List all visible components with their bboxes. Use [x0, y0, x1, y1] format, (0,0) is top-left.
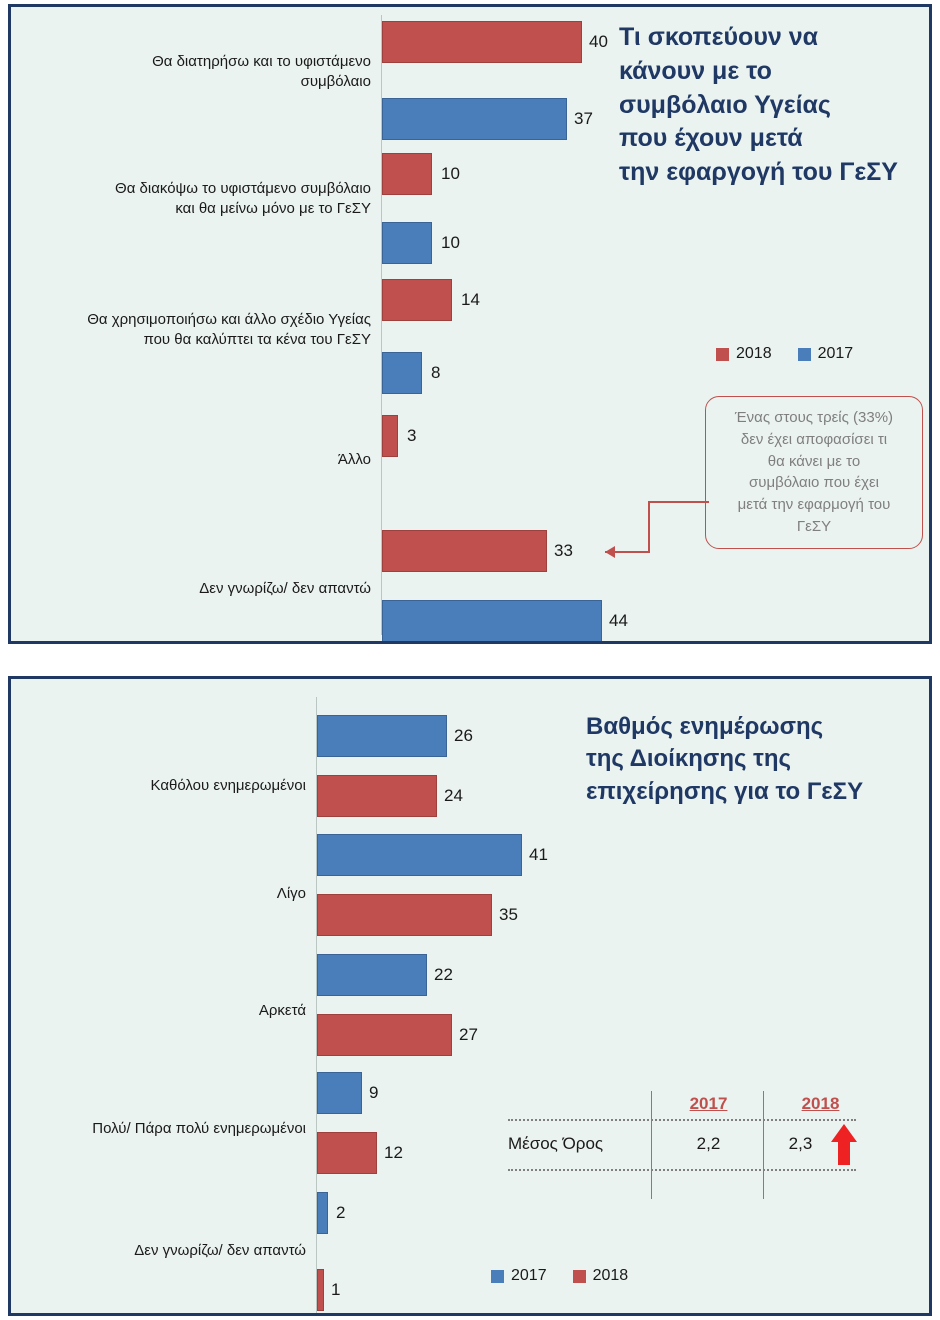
chart-1-category-label-2: [41, 179, 371, 220]
chart-2-bar-2018-4: [317, 1132, 377, 1174]
chart-2-bar-2017-5: [317, 1192, 328, 1234]
chart-2-bar-2018-5: [317, 1269, 324, 1311]
chart-2-bar-2017-1: [317, 715, 447, 757]
chart-1-canvas: [11, 7, 929, 641]
chart-2-bar-2018-3: [317, 1014, 452, 1056]
chart-1-bar-2017-2: [382, 222, 432, 264]
chart-2-bar-2018-1: [317, 775, 437, 817]
chart-2-title-line-1: Βαθμός ενημέρωσης: [586, 713, 824, 740]
averages-row-label: Μέσος Όρος: [508, 1134, 604, 1153]
legend-swatch-red-icon: [716, 348, 729, 361]
chart-1-value-2018-3: 14: [461, 290, 480, 309]
legend-swatch-blue-icon: [491, 1270, 504, 1283]
chart-2-bar-2017-2: [317, 834, 522, 876]
chart-1-legend: [716, 345, 853, 363]
averages-column-header-2018: 2018: [801, 1094, 840, 1113]
chart-2-value-2017-5: 2: [336, 1203, 346, 1222]
averages-divider-top: [508, 1119, 856, 1121]
chart-1-bar-2018-5: [382, 530, 547, 572]
callout-line-6: ΓεΣΥ: [796, 517, 832, 535]
chart-2-category-label-2: Λίγο: [276, 885, 306, 902]
chart-panel-1: [8, 4, 932, 644]
cat2-line1: Θα διακόψω το υφιστάμενο συμβόλαιο: [115, 180, 371, 197]
chart-2-value-2017-3: 22: [434, 965, 453, 984]
chart-2-value-2018-4: 12: [384, 1143, 403, 1162]
chart-2-category-label-1: Καθόλου ενημερωμένοι: [150, 777, 306, 794]
averages-column-header-2017: 2017: [689, 1094, 728, 1113]
chart-1-bar-2017-1: [382, 98, 567, 140]
callout-line-3: θα κάνει με το: [767, 452, 861, 470]
chart-1-value-2018-5: 33: [554, 541, 573, 560]
chart-2-legend-item-2017: [491, 1267, 547, 1285]
cat1-line1: Θα διατηρήσω και το υφιστάμενο: [152, 53, 371, 70]
chart-2-value-2017-2: 41: [529, 845, 548, 864]
chart-2-bar-2017-3: [317, 954, 427, 996]
callout-line-5: μετά την εφαρμογή του: [737, 496, 891, 513]
averages-divider-bottom: [508, 1169, 856, 1171]
chart-1-title-line-3: συμβόλαιο Υγείας: [619, 90, 831, 119]
chart-2-bar-2017-4: [317, 1072, 362, 1114]
chart-2-value-2018-5: 1: [331, 1280, 341, 1299]
chart-1-legend-item-2018: [716, 345, 772, 363]
chart-1-title-line-4: που έχουν μετά: [619, 124, 803, 153]
chart-panel-2: [8, 676, 932, 1316]
chart-2-category-label-3: Αρκετά: [258, 1002, 306, 1019]
chart-1-annotation-callout: [705, 396, 923, 549]
chart-2-value-2017-4: 9: [369, 1083, 379, 1102]
legend-swatch-red-icon: [573, 1270, 586, 1283]
chart-1-title-line-1: Τι σκοπεύουν να: [619, 23, 818, 51]
chart-1-title-line-2: κάνουν με το: [619, 56, 772, 85]
chart-2-legend-item-2018: [573, 1267, 629, 1285]
chart-1-value-2017-3: 8: [431, 363, 441, 382]
chart-1-value-2017-1: 37: [574, 109, 593, 128]
chart-2-category-label-4: Πολύ/ Πάρα πολύ ενημερωμένοι: [92, 1120, 306, 1137]
chart-1-bar-2018-3: [382, 279, 452, 321]
chart-1-title-line-5: την εφαργογή του ΓεΣΥ: [619, 158, 898, 186]
chart-2-canvas: [11, 679, 929, 1313]
chart-2-legend-label-2018: 2018: [592, 1267, 629, 1284]
averages-separator-1: [651, 1091, 652, 1199]
legend-swatch-blue-icon: [798, 348, 811, 361]
cat2-line2: και θα μείνω μόνο με το ΓεΣΥ: [175, 200, 371, 218]
cat3-line1: Θα χρησιμοποιήσω και άλλο σχέδιο Υγείας: [87, 311, 371, 328]
chart-1-title: [619, 21, 924, 190]
chart-1-bar-2018-1: [382, 21, 582, 63]
chart-1-legend-label-2018: 2018: [736, 345, 772, 362]
chart-2-value-2018-3: 27: [459, 1025, 478, 1044]
chart-2-value-2018-1: 24: [444, 786, 463, 805]
callout-line-2: δεν έχει αποφασίσει τι: [740, 430, 888, 448]
chart-2-title-line-3: επιχείρησης για το ΓεΣΥ: [586, 777, 864, 805]
averages-value-2018: 2,3: [788, 1134, 813, 1153]
chart-2-value-2017-1: 26: [454, 726, 473, 745]
chart-2-title-line-2: της Διοίκησης της: [586, 745, 791, 773]
chart-2-category-label-5: Δεν γνωρίζω/ δεν απαντώ: [134, 1242, 306, 1259]
chart-1-value-2018-1: 40: [589, 32, 608, 51]
averages-value-2017: 2,2: [696, 1134, 721, 1153]
chart-1-bar-2017-5: [382, 600, 602, 641]
chart-1-category-label-5: Δεν γνωρίζω/ δεν απαντώ: [199, 580, 371, 597]
chart-2-value-2018-2: 35: [499, 905, 518, 924]
chart-1-value-2018-2: 10: [441, 164, 460, 183]
trend-up-arrow-icon: [829, 1122, 859, 1167]
chart-2-bar-2018-2: [317, 894, 492, 936]
chart-2-title: [586, 711, 916, 808]
chart-1-legend-label-2017: 2017: [817, 345, 854, 362]
chart-1-bar-2018-4: [382, 415, 398, 457]
chart-1-category-label-3: [25, 310, 371, 351]
callout-arrow-icon: [589, 492, 714, 570]
chart-1-value-2017-2: 10: [441, 233, 460, 252]
chart-1-value-2017-5: 44: [609, 611, 628, 630]
chart-2-legend-label-2017: 2017: [511, 1267, 547, 1284]
cat1-line2: συμβόλαιο: [300, 73, 371, 91]
chart-2-legend: [491, 1267, 628, 1285]
chart-1-value-2018-4: 3: [407, 426, 417, 445]
callout-line-4: συμβόλαιο που έχει: [748, 474, 879, 492]
cat3-line2: που θα καλύπτει τα κένα του ΓεΣΥ: [143, 331, 371, 349]
chart-1-legend-item-2017: [798, 345, 854, 363]
chart-1-bar-2017-3: [382, 352, 422, 394]
chart-1-category-label-1: [51, 52, 371, 93]
chart-1-bar-2018-2: [382, 153, 432, 195]
callout-line-1: Ένας στους τρείς (33%): [734, 409, 894, 426]
chart-1-category-label-4: Άλλο: [337, 451, 371, 468]
